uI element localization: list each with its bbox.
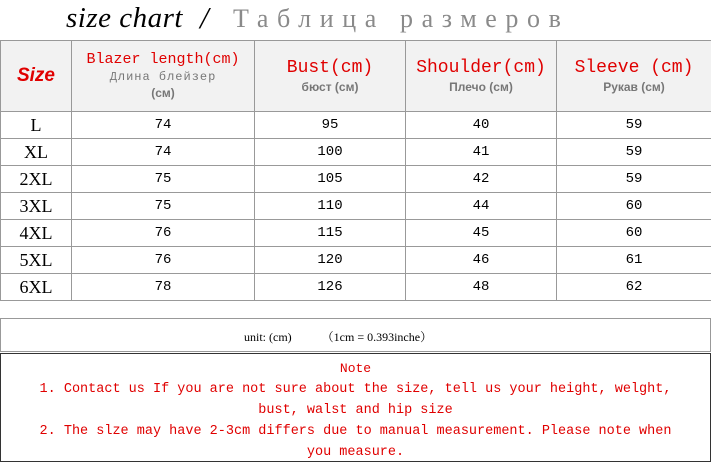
header-blazer-ru: Длина блейзер [72,69,254,85]
title-slash: / [200,0,209,36]
title-english: size chart [66,2,183,35]
table-row [1,166,711,193]
table-header-row [1,41,711,112]
table-row [1,247,711,274]
sleeve-value: 59 [557,139,711,166]
header-shoulder-en: Shoulder(cm) [406,57,556,79]
shoulder-value: 42 [406,166,557,193]
blazer-length-value: 75 [72,166,255,193]
title-russian: Таблица размеров [233,4,570,34]
shoulder-value: 44 [406,193,557,220]
header-blazer-length [72,41,255,112]
header-blazer-en: Blazer length(cm) [72,51,254,69]
sleeve-value: 62 [557,274,711,301]
note-line-1: 1. Contact us If you are not sure about the size, tell us your height, welght, [1,379,710,400]
table-row [1,112,711,139]
size-label: 6XL [1,274,72,301]
header-size: Size [1,41,72,112]
size-label: XL [1,139,72,166]
unit-conversion-text: unit: (cm) （1cm = 0.393inche） [244,328,432,345]
header-sleeve [557,41,711,112]
size-table [0,40,711,301]
blazer-length-value: 78 [72,274,255,301]
unit-conversion-row [0,318,711,352]
shoulder-value: 45 [406,220,557,247]
header-shoulder-ru: Плечо (см) [406,79,556,95]
bust-value: 105 [255,166,406,193]
note-line-3: 2. The slze may have 2-3cm differs due to manual measurement. Please note when [1,421,710,442]
header-shoulder [406,41,557,112]
bust-value: 95 [255,112,406,139]
header-bust-en: Bust(cm) [255,57,405,79]
blazer-length-value: 76 [72,220,255,247]
notes-box [0,353,711,462]
shoulder-value: 41 [406,139,557,166]
chart-title [0,0,711,40]
size-label: 4XL [1,220,72,247]
header-sleeve-en: Sleeve (cm) [557,57,711,79]
header-sleeve-ru: Рукав (см) [557,79,711,95]
size-label: 2XL [1,166,72,193]
sleeve-value: 61 [557,247,711,274]
header-bust-ru: бюст (см) [255,79,405,95]
table-row [1,193,711,220]
note-line-4: you measure. [1,442,710,463]
table-row [1,139,711,166]
notes-title: Note [1,358,710,379]
size-label: L [1,112,72,139]
blazer-length-value: 76 [72,247,255,274]
bust-value: 100 [255,139,406,166]
table-row [1,274,711,301]
size-label: 3XL [1,193,72,220]
table-row [1,220,711,247]
header-bust [255,41,406,112]
bust-value: 110 [255,193,406,220]
sleeve-value: 60 [557,193,711,220]
blazer-length-value: 74 [72,139,255,166]
bust-value: 120 [255,247,406,274]
shoulder-value: 46 [406,247,557,274]
blazer-length-value: 74 [72,112,255,139]
sleeve-value: 59 [557,166,711,193]
sleeve-value: 60 [557,220,711,247]
blazer-length-value: 75 [72,193,255,220]
shoulder-value: 40 [406,112,557,139]
bust-value: 115 [255,220,406,247]
note-line-2: bust, walst and hip size [1,400,710,421]
header-blazer-unit: (см) [72,85,254,101]
bust-value: 126 [255,274,406,301]
sleeve-value: 59 [557,112,711,139]
size-label: 5XL [1,247,72,274]
shoulder-value: 48 [406,274,557,301]
